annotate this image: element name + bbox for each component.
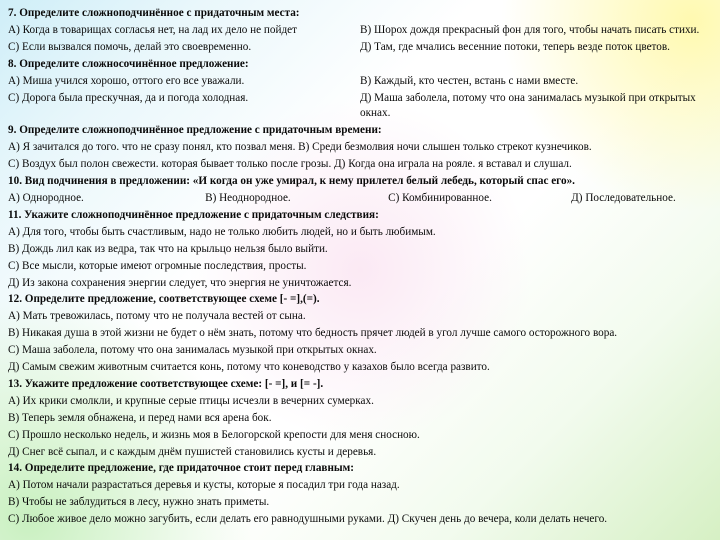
option-v[interactable]: В) Каждый, кто честен, встань с нами вместе. [360, 74, 579, 87]
option-s[interactable]: С) Все мысли, которые имеют огромные последствия, просты. [8, 259, 307, 272]
option-s[interactable]: С) Дорога была прескучная, да и погода холодная. [8, 91, 249, 104]
option-a[interactable]: А) Для того, чтобы быть счастливым, надо не только любить людей, но и быть любимым. [8, 225, 436, 238]
option-d[interactable]: Д) Снег всё сыпал, и с каждым днём пушистей становились кусты и деревья. [8, 445, 377, 458]
option-v[interactable]: В) Чтобы не заблудиться в лесу, нужно знать приметы. [8, 496, 270, 509]
option-a[interactable]: А) Потом начали разрастаться деревья и кусты, которые я посадил три года назад. [8, 479, 400, 492]
option-d[interactable]: Д) Маша заболела, потому что она занималась музыкой при открытых окнах. [360, 91, 696, 120]
question-7: 7. Определите сложноподчинённое с придаточным места: [8, 7, 300, 19]
question-11: 11. Укажите сложноподчинённое предложение с придаточным следствия: [8, 208, 379, 221]
option-s[interactable]: С) Прошло несколько недель, и жизнь моя в Белогорской крепости для меня сносною. [8, 428, 420, 441]
option-v[interactable]: В) Неоднородное. [205, 191, 291, 204]
question-9-options-row-2[interactable]: С) Воздух был полон свежести. которая бывает только после грозы. Д) Когда она играла на рояле. я вставал и слушал. [8, 158, 572, 171]
option-a[interactable]: А) Мать тревожилась, потому что не получала вестей от сына. [8, 310, 306, 323]
question-10-options [8, 191, 712, 207]
option-d[interactable]: Д) Из закона сохранения энергии следует, что энергия не уничтожается. [8, 276, 352, 289]
quiz-content [8, 6, 712, 528]
question-8: 8. Определите сложносочинённое предложение: [8, 57, 249, 70]
question-12: 12. Определите предложение, соответствующее схеме [- =],(=). [8, 293, 320, 306]
question-14: 14. Определите предложение, где придаточное стоит перед главным: [8, 462, 354, 475]
question-9-options-row-1[interactable]: А) Я зачитался до того. что не сразу понял, кто позвал меня. В) Среди безмолвия ночи слышен только стрекот кузнечиков. [8, 141, 592, 154]
option-a[interactable]: А) Когда в товарищах согласья нет, на лад их дело не пойдет [8, 23, 298, 36]
option-d[interactable]: Д) Там, где мчались весенние потоки, теперь везде поток цветов. [360, 40, 670, 53]
option-a[interactable]: А) Однородное. [8, 191, 84, 204]
option-v[interactable]: В) Никакая душа в этой жизни не будет о нём знать, потому что бедность прячет людей в угол лучше самого осторожного вора. [8, 327, 618, 340]
option-s[interactable]: С) Маша заболела, потому что она занималась музыкой при открытых окнах. [8, 344, 377, 357]
question-13: 13. Укажите предложение соответствующее схеме: [- =], и [= -]. [8, 377, 324, 390]
question-9: 9. Определите сложноподчинённое предложение с придаточным времени: [8, 124, 382, 137]
option-s[interactable]: С) Комбинированное. [388, 191, 492, 204]
option-s-and-d[interactable]: С) Любое живое дело можно загубить, если делать его равнодушными руками. Д) Скучен день до вечера, коли делать нечего. [8, 513, 608, 526]
question-10: 10. Вид подчинения в предложении: «И когда он уже умирал, к нему прилетел белый лебедь, который спас его». [8, 175, 575, 188]
option-d[interactable]: Д) Последовательное. [571, 191, 676, 204]
question-7-options-row-1 [8, 23, 712, 39]
option-v[interactable]: В) Дождь лил как из ведра, так что на крыльцо нельзя было выйти. [8, 242, 328, 255]
option-a[interactable]: А) Миша учился хорошо, оттого его все уважали. [8, 74, 245, 87]
option-v[interactable]: В) Шорох дождя прекрасный фон для того, чтобы начать писать стихи. [360, 23, 700, 36]
option-v[interactable]: В) Теперь земля обнажена, и перед нами вся арена бок. [8, 411, 272, 424]
option-a[interactable]: А) Их крики смолкли, и крупные серые птицы исчезли в вечерних сумерках. [8, 394, 374, 407]
option-d[interactable]: Д) Самым свежим животным считается конь, потому что коневодство у казахов было всегда развито. [8, 361, 490, 374]
question-7-options-row-2 [8, 40, 712, 56]
option-s[interactable]: С) Если вызвался помочь, делай это своевременно. [8, 40, 252, 53]
question-8-options-row-1 [8, 74, 712, 90]
question-8-options-row-2 [8, 91, 712, 123]
